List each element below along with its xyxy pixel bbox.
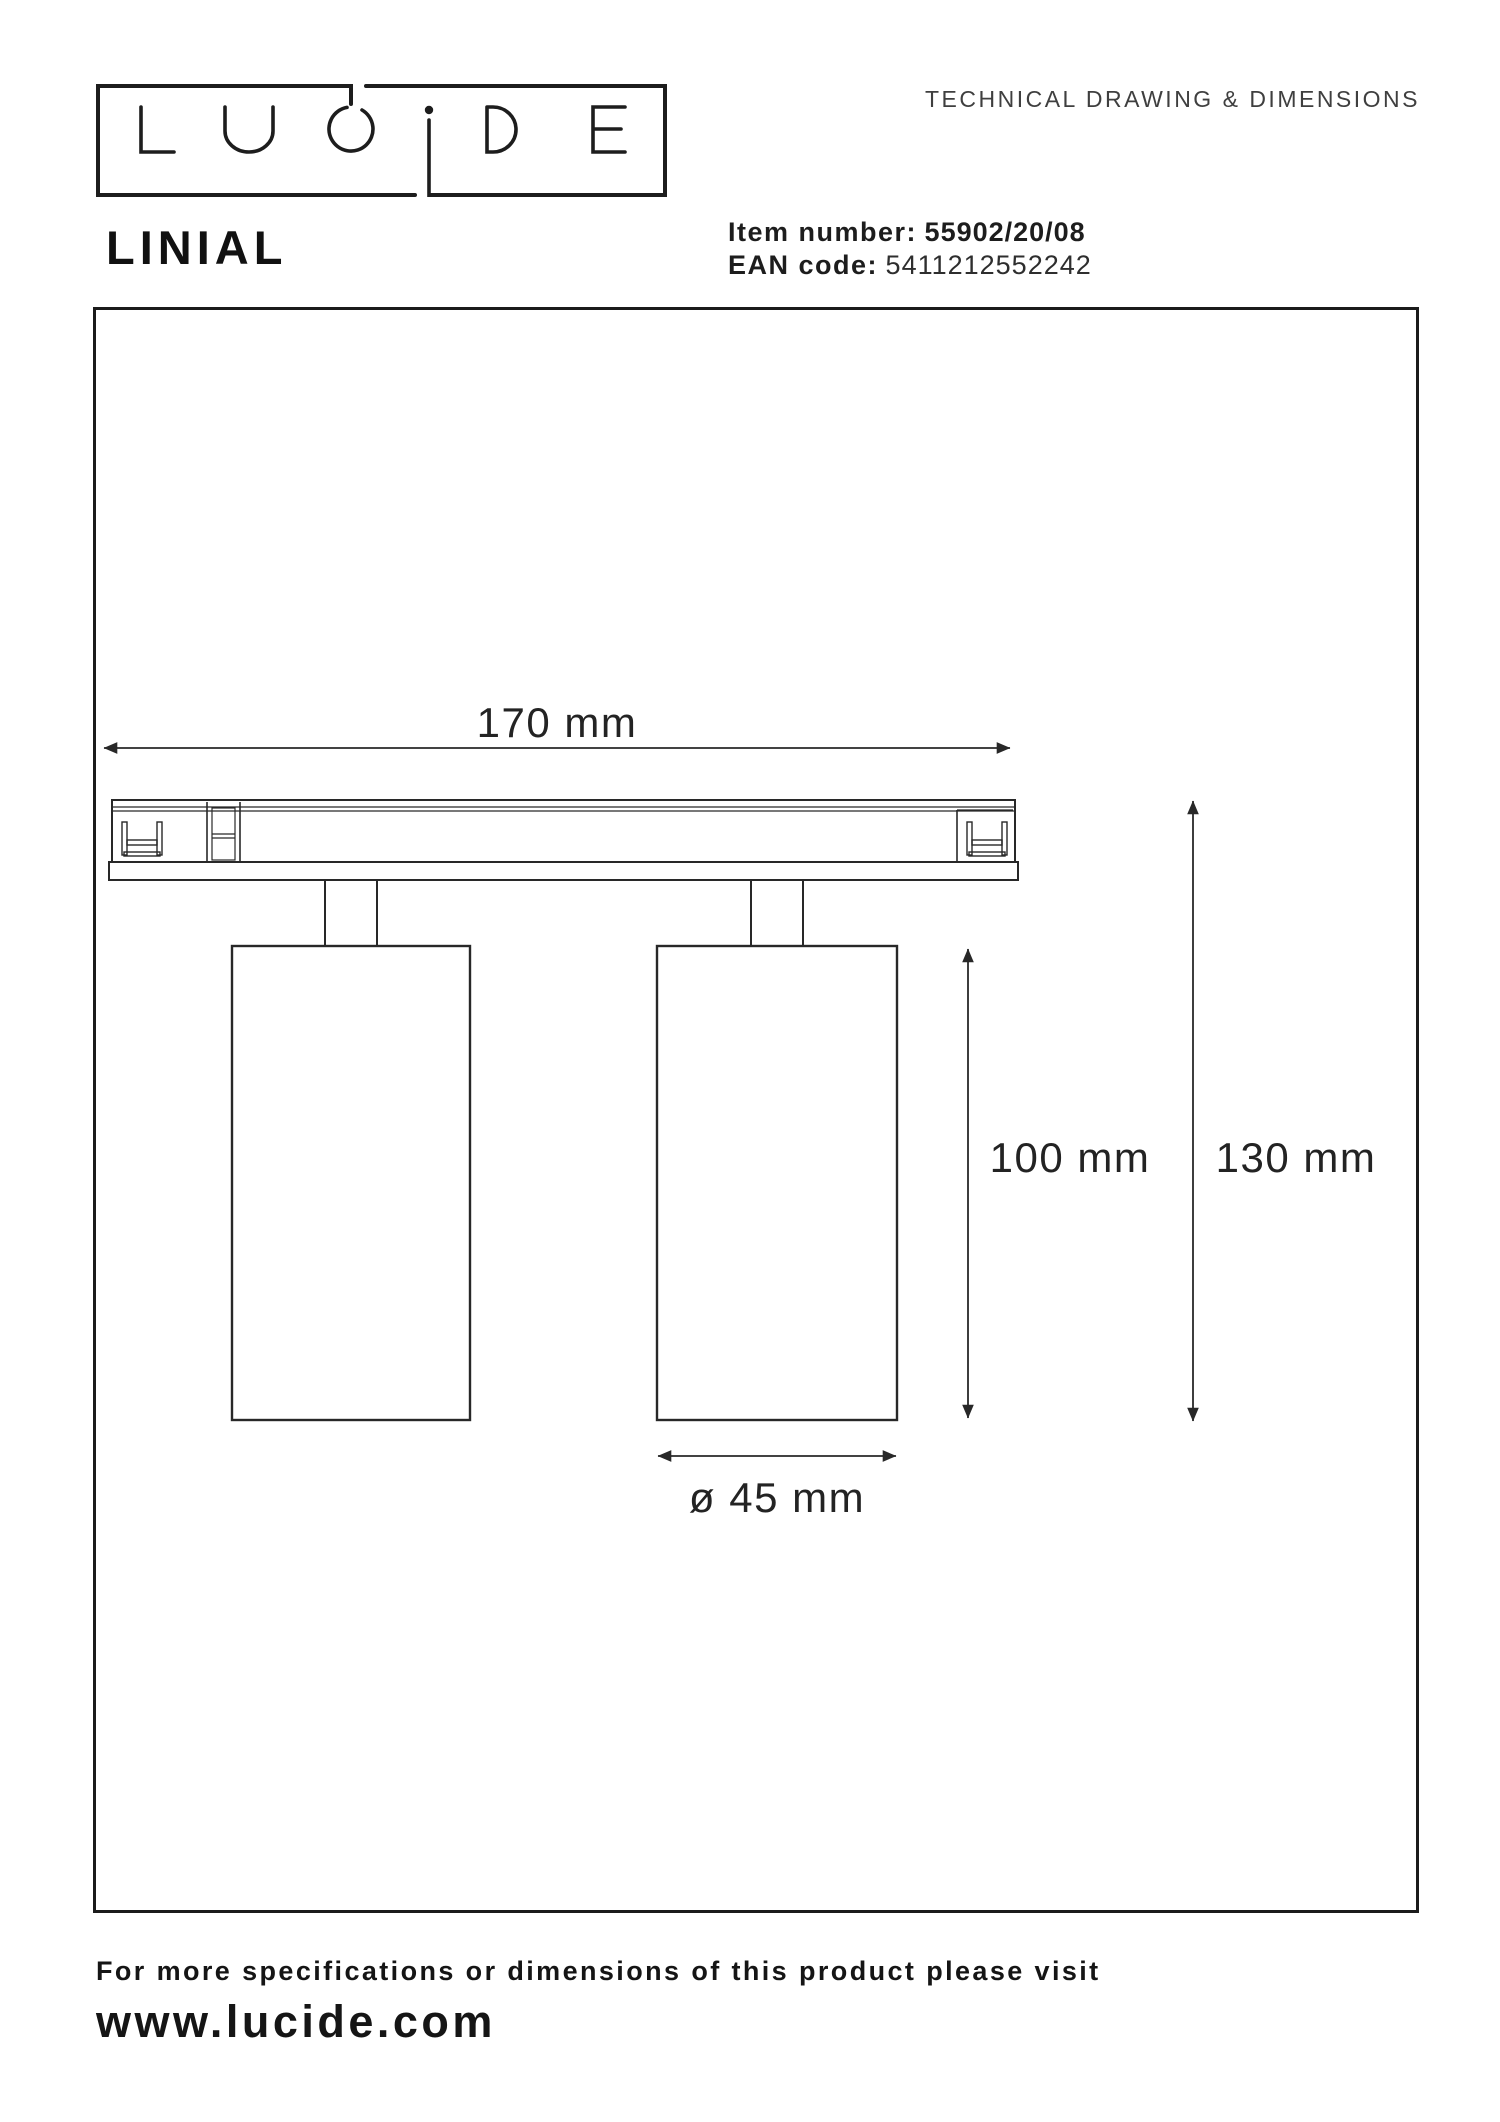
item-number-label: Item number: xyxy=(728,217,918,247)
lucide-logo xyxy=(96,84,667,197)
dim-diameter-label: ø 45 mm xyxy=(688,1474,866,1521)
left-clip xyxy=(122,822,162,856)
spot-stems xyxy=(325,880,803,946)
ean-code-value: 5411212552242 xyxy=(885,250,1092,280)
technical-drawing xyxy=(93,307,1419,1913)
i-dot xyxy=(425,106,433,114)
right-clip xyxy=(957,810,1013,862)
item-number-value: 55902/20/08 xyxy=(924,217,1086,247)
ean-code-row xyxy=(728,249,1092,282)
product-name: LINIAL xyxy=(106,221,288,274)
footer-website: www.lucide.com xyxy=(96,1996,496,2047)
document-title: TECHNICAL DRAWING & DIMENSIONS xyxy=(925,86,1420,112)
track-rail xyxy=(109,800,1018,880)
footer-note: For more specifications or dimensions of this product please visit xyxy=(96,1956,1101,1986)
lucide-logo-icon xyxy=(96,84,667,197)
sheet-border xyxy=(95,309,1418,1912)
dim-total-height-label: 130 mm xyxy=(1215,1134,1377,1181)
left-spot-cylinder xyxy=(232,946,470,1420)
dim-width-label: 170 mm xyxy=(476,699,638,746)
rail-base-plate xyxy=(109,862,1018,880)
dim-spot-height-label: 100 mm xyxy=(989,1134,1151,1181)
right-spot-cylinder xyxy=(657,946,897,1420)
ean-code-label: EAN code: xyxy=(728,250,879,280)
item-number-row xyxy=(728,216,1092,249)
drawing-sheet xyxy=(93,307,1419,1913)
product-identifiers xyxy=(728,216,1092,282)
